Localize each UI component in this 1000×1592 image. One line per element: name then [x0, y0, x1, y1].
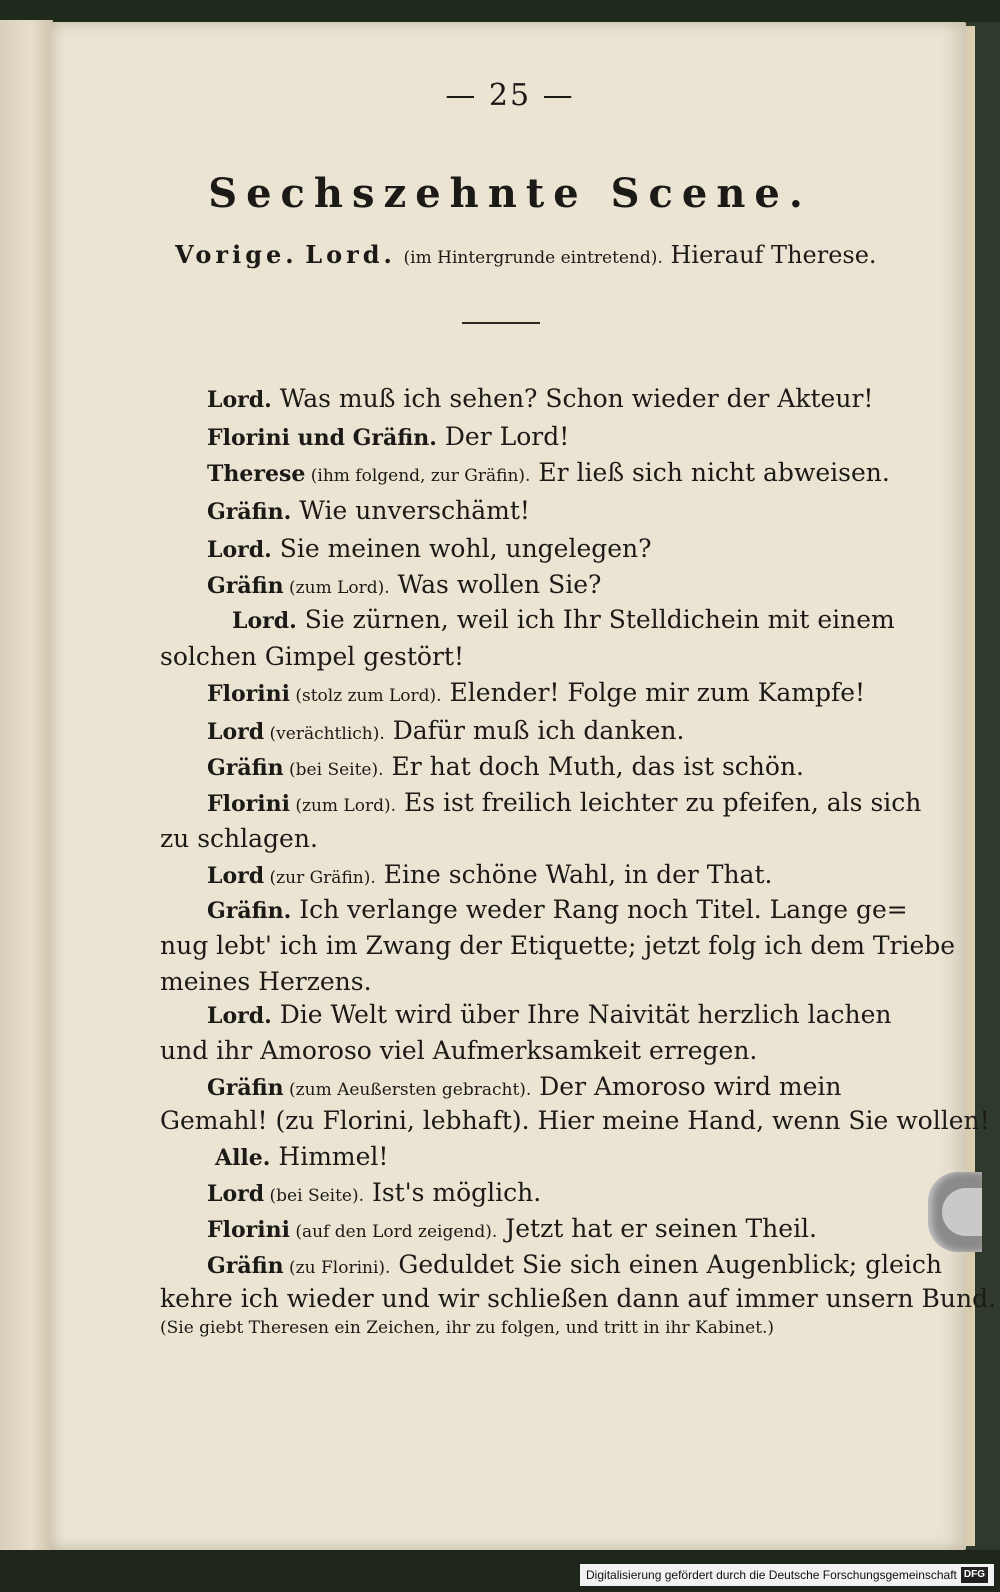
speaker-name: Lord. [207, 537, 272, 563]
left-page-edge [0, 20, 53, 1565]
dialogue-line [207, 458, 890, 487]
line-text: Er ließ sich nicht abweisen. [530, 458, 890, 487]
cast-then: Hierauf Therese. [670, 241, 877, 269]
dialogue-line [215, 1142, 388, 1171]
stage-direction: (ihm folgend, zur Gräfin). [305, 466, 531, 486]
speaker-name: Lord [207, 863, 265, 889]
line-text: Ist's möglich. [364, 1178, 542, 1207]
dialogue-line [207, 788, 921, 817]
speaker-name: Alle. [215, 1145, 271, 1171]
page-number: — 25 — [445, 78, 575, 113]
stage-direction: (verächtlich). [264, 724, 385, 744]
dialogue-line [207, 570, 601, 599]
dialogue-line [207, 752, 804, 781]
line-text: Es ist freilich leichter zu pfeifen, als sich [396, 788, 922, 817]
speaker-name: Lord [207, 1181, 265, 1207]
stage-direction: (stolz zum Lord). [289, 686, 442, 706]
cast-direction: (im Hintergrunde eintretend). [403, 248, 663, 268]
dialogue-line [207, 422, 569, 451]
line-text: Elender! Folge mir zum Kampfe! [441, 678, 866, 707]
stage-direction: (bei Seite). [264, 1186, 365, 1206]
line-text: (Sie giebt Theresen ein Zeichen, ihr zu folgen, und tritt in ihr Kabinet.) [160, 1318, 775, 1338]
line-text: Ich verlange weder Rang noch Titel. Lange ge= [291, 895, 908, 924]
stage-direction: (bei Seite). [283, 760, 384, 780]
speaker-name: Gräfin [207, 755, 284, 781]
line-text: meines Herzens. [160, 967, 372, 996]
dialogue-line [207, 1178, 541, 1207]
cast-previous: Vorige. [175, 240, 298, 269]
line-text: kehre ich wieder und wir schließen dann auf immer unsern Bund. [160, 1284, 997, 1313]
line-text: Der Amoroso wird mein [531, 1072, 842, 1101]
dialogue-line [207, 716, 684, 745]
dialogue-line [207, 895, 908, 924]
dialogue-line [160, 1284, 996, 1313]
speaker-name: Gräfin [207, 1075, 284, 1101]
line-text: Was muß ich sehen? Schon wieder der Akteur! [271, 384, 874, 413]
dialogue-line [207, 1000, 892, 1029]
binder-clip-inner [942, 1188, 982, 1236]
line-text: Eine schöne Wahl, in der That. [375, 860, 773, 889]
stage-direction: (auf den Lord zeigend). [289, 1222, 498, 1242]
line-text: Jetzt hat er seinen Theil. [497, 1214, 818, 1243]
dialogue-line [207, 1214, 817, 1243]
line-text: Die Welt wird über Ihre Naivität herzlich lachen [271, 1000, 892, 1029]
line-text: zu schlagen. [160, 824, 318, 853]
line-text: solchen Gimpel gestört! [160, 642, 465, 671]
stage-direction: (zum Lord). [283, 578, 390, 598]
stage-direction: (zum Lord). [289, 796, 396, 816]
digitization-credit [580, 1564, 994, 1586]
line-text: Er hat doch Muth, das ist schön. [383, 752, 805, 781]
dialogue-line [160, 1036, 757, 1065]
speaker-name: Lord. [207, 1003, 272, 1029]
dialogue-line [160, 642, 464, 671]
scene-title: Sechszehnte Scene. [208, 170, 812, 217]
cast-lord: Lord. [305, 240, 396, 269]
speaker-name: Therese [207, 461, 306, 487]
speaker-name: Florini [207, 791, 290, 817]
speaker-name: Florini [207, 1217, 290, 1243]
speaker-name: Gräfin [207, 573, 284, 599]
speaker-name: Gräfin [207, 1253, 284, 1279]
dialogue-line [207, 1250, 942, 1279]
line-text: nug lebt' ich im Zwang der Etiquette; jetzt folg ich dem Triebe [160, 931, 956, 960]
divider-rule [462, 322, 540, 324]
scan-top-border [0, 0, 1000, 22]
dialogue-line [160, 1318, 774, 1338]
speaker-name: Gräfin. [207, 499, 292, 525]
speaker-name: Florini und Gräfin. [207, 425, 437, 451]
speaker-name: Lord. [207, 387, 272, 413]
speaker-name: Lord [207, 719, 265, 745]
dialogue-line [160, 931, 955, 960]
line-text: und ihr Amoroso viel Aufmerksamkeit erregen. [160, 1036, 758, 1065]
dialogue-line [207, 534, 652, 563]
dialogue-line [207, 860, 772, 889]
dialogue-line [207, 1072, 842, 1101]
speaker-name: Lord. [232, 608, 297, 634]
dialogue-line [160, 824, 318, 853]
dialogue-line [160, 1106, 990, 1135]
line-text: Was wollen Sie? [389, 570, 602, 599]
stage-direction: (zum Aeußersten gebracht). [283, 1080, 532, 1100]
line-text: Wie unverschämt! [291, 496, 530, 525]
line-text: Sie zürnen, weil ich Ihr Stelldichein mit einem [296, 605, 895, 634]
line-text: Dafür muß ich danken. [384, 716, 685, 745]
line-text: Sie meinen wohl, ungelegen? [271, 534, 652, 563]
dialogue-line [207, 678, 865, 707]
dfg-logo-icon: DFG [961, 1567, 988, 1583]
dialogue-line [207, 384, 873, 413]
line-text: Gemahl! (zu Florini, lebhaft). Hier meine Hand, wenn Sie wollen! [160, 1106, 990, 1135]
credit-text: Digitalisierung gefördert durch die Deutsche Forschungsgemeinschaft [586, 1568, 957, 1582]
line-text: Himmel! [270, 1142, 389, 1171]
cast-line [175, 240, 875, 269]
dialogue-line [160, 967, 372, 996]
speaker-name: Florini [207, 681, 290, 707]
line-text: Geduldet Sie sich einen Augenblick; gleich [390, 1250, 942, 1279]
dialogue-line [232, 605, 895, 634]
speaker-name: Gräfin. [207, 898, 292, 924]
stage-direction: (zur Gräfin). [264, 868, 376, 888]
dialogue-line [207, 496, 530, 525]
stage-direction: (zu Florini). [283, 1258, 391, 1278]
line-text: Der Lord! [436, 422, 570, 451]
